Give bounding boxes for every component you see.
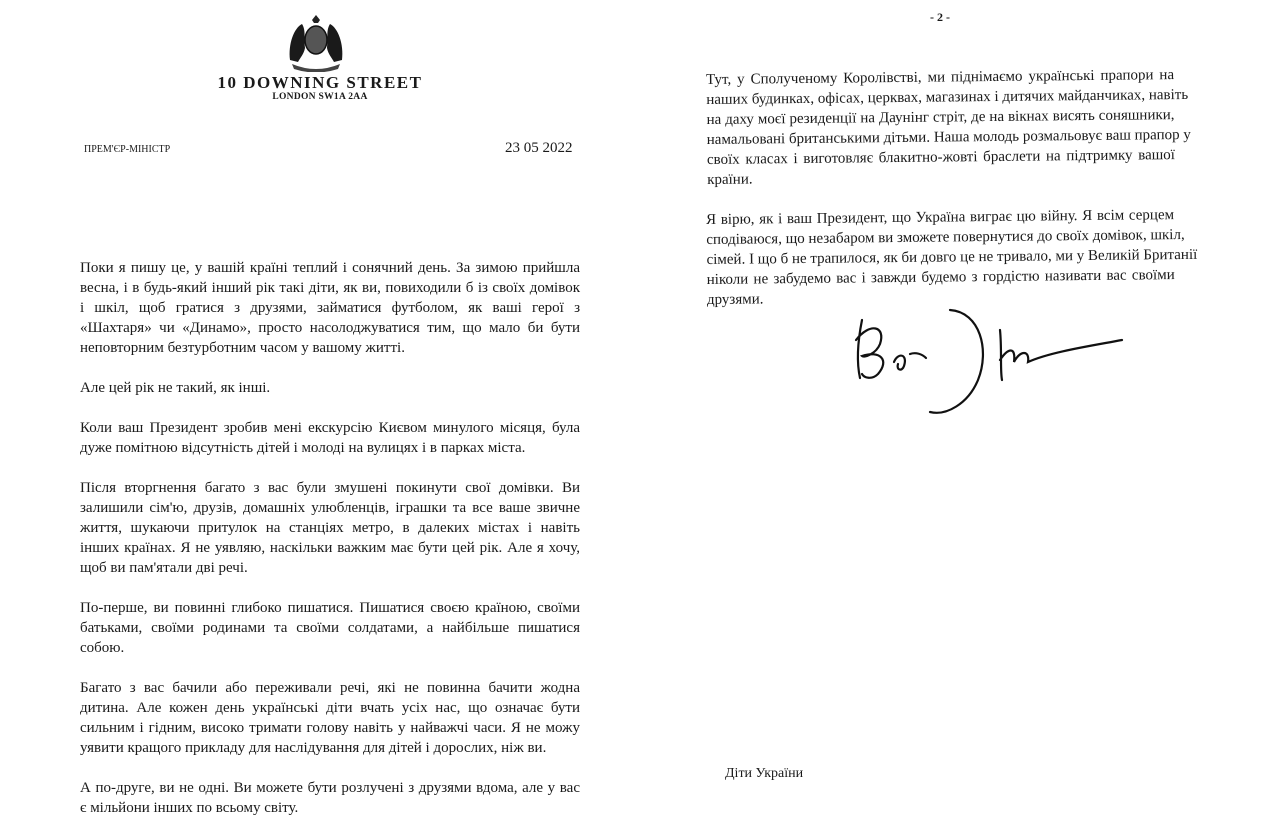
text-line: уявити кращого прикладу для наслідування для дітей і дорослих, ніж ви.: [80, 740, 547, 756]
text-line: наших будинках, офісах, церквах, магазинах і дитячих майданчиках, навіть: [706, 86, 1189, 108]
paragraph: [706, 65, 1191, 190]
text-line: собою.: [80, 640, 125, 656]
letterhead-address: 10 DOWNING STREET: [217, 73, 423, 92]
text-line: залишили сім'ю, друзів, домашніх улюбленців, іграшки та все ваше звичне: [80, 500, 580, 516]
text-line: «Шахтаря» чи «Динамо», просто насолоджуватися тим, що мало би бути: [80, 320, 580, 336]
text-line: сподіваюся, що незабаром ви зможете повернутися до своїх домівок, шкіл,: [706, 226, 1185, 248]
text-line: сімей. І що б не трапилося, як би довго це не тривало, ми у Великій Британії: [706, 246, 1198, 268]
text-line: життя, шукаючи притулок на станціях метро, в далеких містах і навіть: [80, 520, 580, 536]
text-line: ніколи не забудемо вас і завжди будемо з гордістю називати вас своїми: [706, 267, 1175, 288]
text-line: на даху моєї резиденції на Даунінг стріт, де на вікнах висять соняшники,: [706, 107, 1175, 128]
text-line: батьками, своїми родинами та своїми солдатами, а найбільше пишатися: [80, 620, 580, 636]
text-line: своїх класах і виготовляє блакитно-жовті браслети на підтримку вашої: [706, 147, 1176, 168]
text-line: сильним і гідним, високо тримати голову навіть у найважчі часи. Я не можу: [80, 720, 580, 736]
paragraph: [706, 205, 1198, 310]
text-line: Багато з вас бачили або переживали речі, які не повинна бачити жодна: [80, 680, 580, 696]
sender-role: ПРЕМ'ЄР-МІНІСТР: [84, 144, 171, 155]
letter-date: 23 05 2022: [505, 140, 573, 156]
coat-of-arms-icon: [284, 14, 348, 72]
text-line: неповторним безтурботним часом у вашому житті.: [80, 340, 405, 356]
paragraph: [80, 478, 580, 578]
text-line: щоб ви пам'ятали дві речі.: [80, 560, 248, 576]
text-line: є мільйони інших по всьому світу.: [80, 800, 299, 816]
text-line: А по-друге, ви не одні. Ви можете бути розлучені з друзями вдома, але у вас: [80, 780, 580, 796]
text-line: країни.: [707, 171, 753, 188]
text-line: Але цей рік не такий, як інші.: [80, 380, 271, 396]
text-line: дитина. Але кожен день українські діти вчать усіх нас, що означає бути: [80, 700, 580, 716]
text-line: По-перше, ви повинні глибоко пишатися. Пишатися своєю країною, своїми: [80, 600, 580, 616]
paragraph: [80, 778, 580, 818]
text-line: Я вірю, як і ваш Президент, що Україна виграє цю війну. Я всім серцем: [706, 207, 1175, 228]
paragraph: [80, 678, 580, 758]
text-line: Тут, у Сполученому Королівстві, ми піднімаємо українські прапори на: [706, 67, 1175, 88]
paragraph: [80, 418, 580, 458]
text-line: інших країнах. Я не уявляю, наскільки важким має бути цей рік. Але я хочу,: [80, 540, 580, 556]
text-line: Після вторгнення багато з вас були змушені покинути свої домівки. Ви: [80, 480, 580, 496]
paragraph: [80, 378, 580, 398]
text-line: намальовані британськими дітьми. Наша молодь розмальовує ваш прапор у: [706, 126, 1191, 148]
paragraph: [80, 598, 580, 658]
letter-page-1: [0, 0, 640, 816]
letterhead-city: LONDON SW1A 2AA: [272, 92, 368, 102]
text-line: і шкіл, щоб гратися з друзями, займатися футболом, як ваші герої з: [80, 300, 580, 316]
text-line: дуже помітною відсутність дітей і молоді на вулицях і в парках міста.: [80, 440, 526, 456]
letter-page-2: [660, 0, 1280, 798]
recipient: Діти України: [725, 766, 804, 781]
text-line: Поки я пишу це, у вашій країні теплий і сонячний день. За зимою прийшла: [80, 260, 580, 276]
signature-image: [850, 300, 1140, 430]
text-line: весна, і в будь-який інший рік такі діти, як ви, повиходили б із своїх домівок: [80, 280, 580, 296]
text-line: Коли ваш Президент зробив мені екскурсію Києвом минулого місяця, була: [80, 420, 580, 436]
text-line: друзями.: [706, 291, 764, 308]
paragraph: [80, 258, 580, 358]
page-number: - 2 -: [930, 10, 950, 24]
